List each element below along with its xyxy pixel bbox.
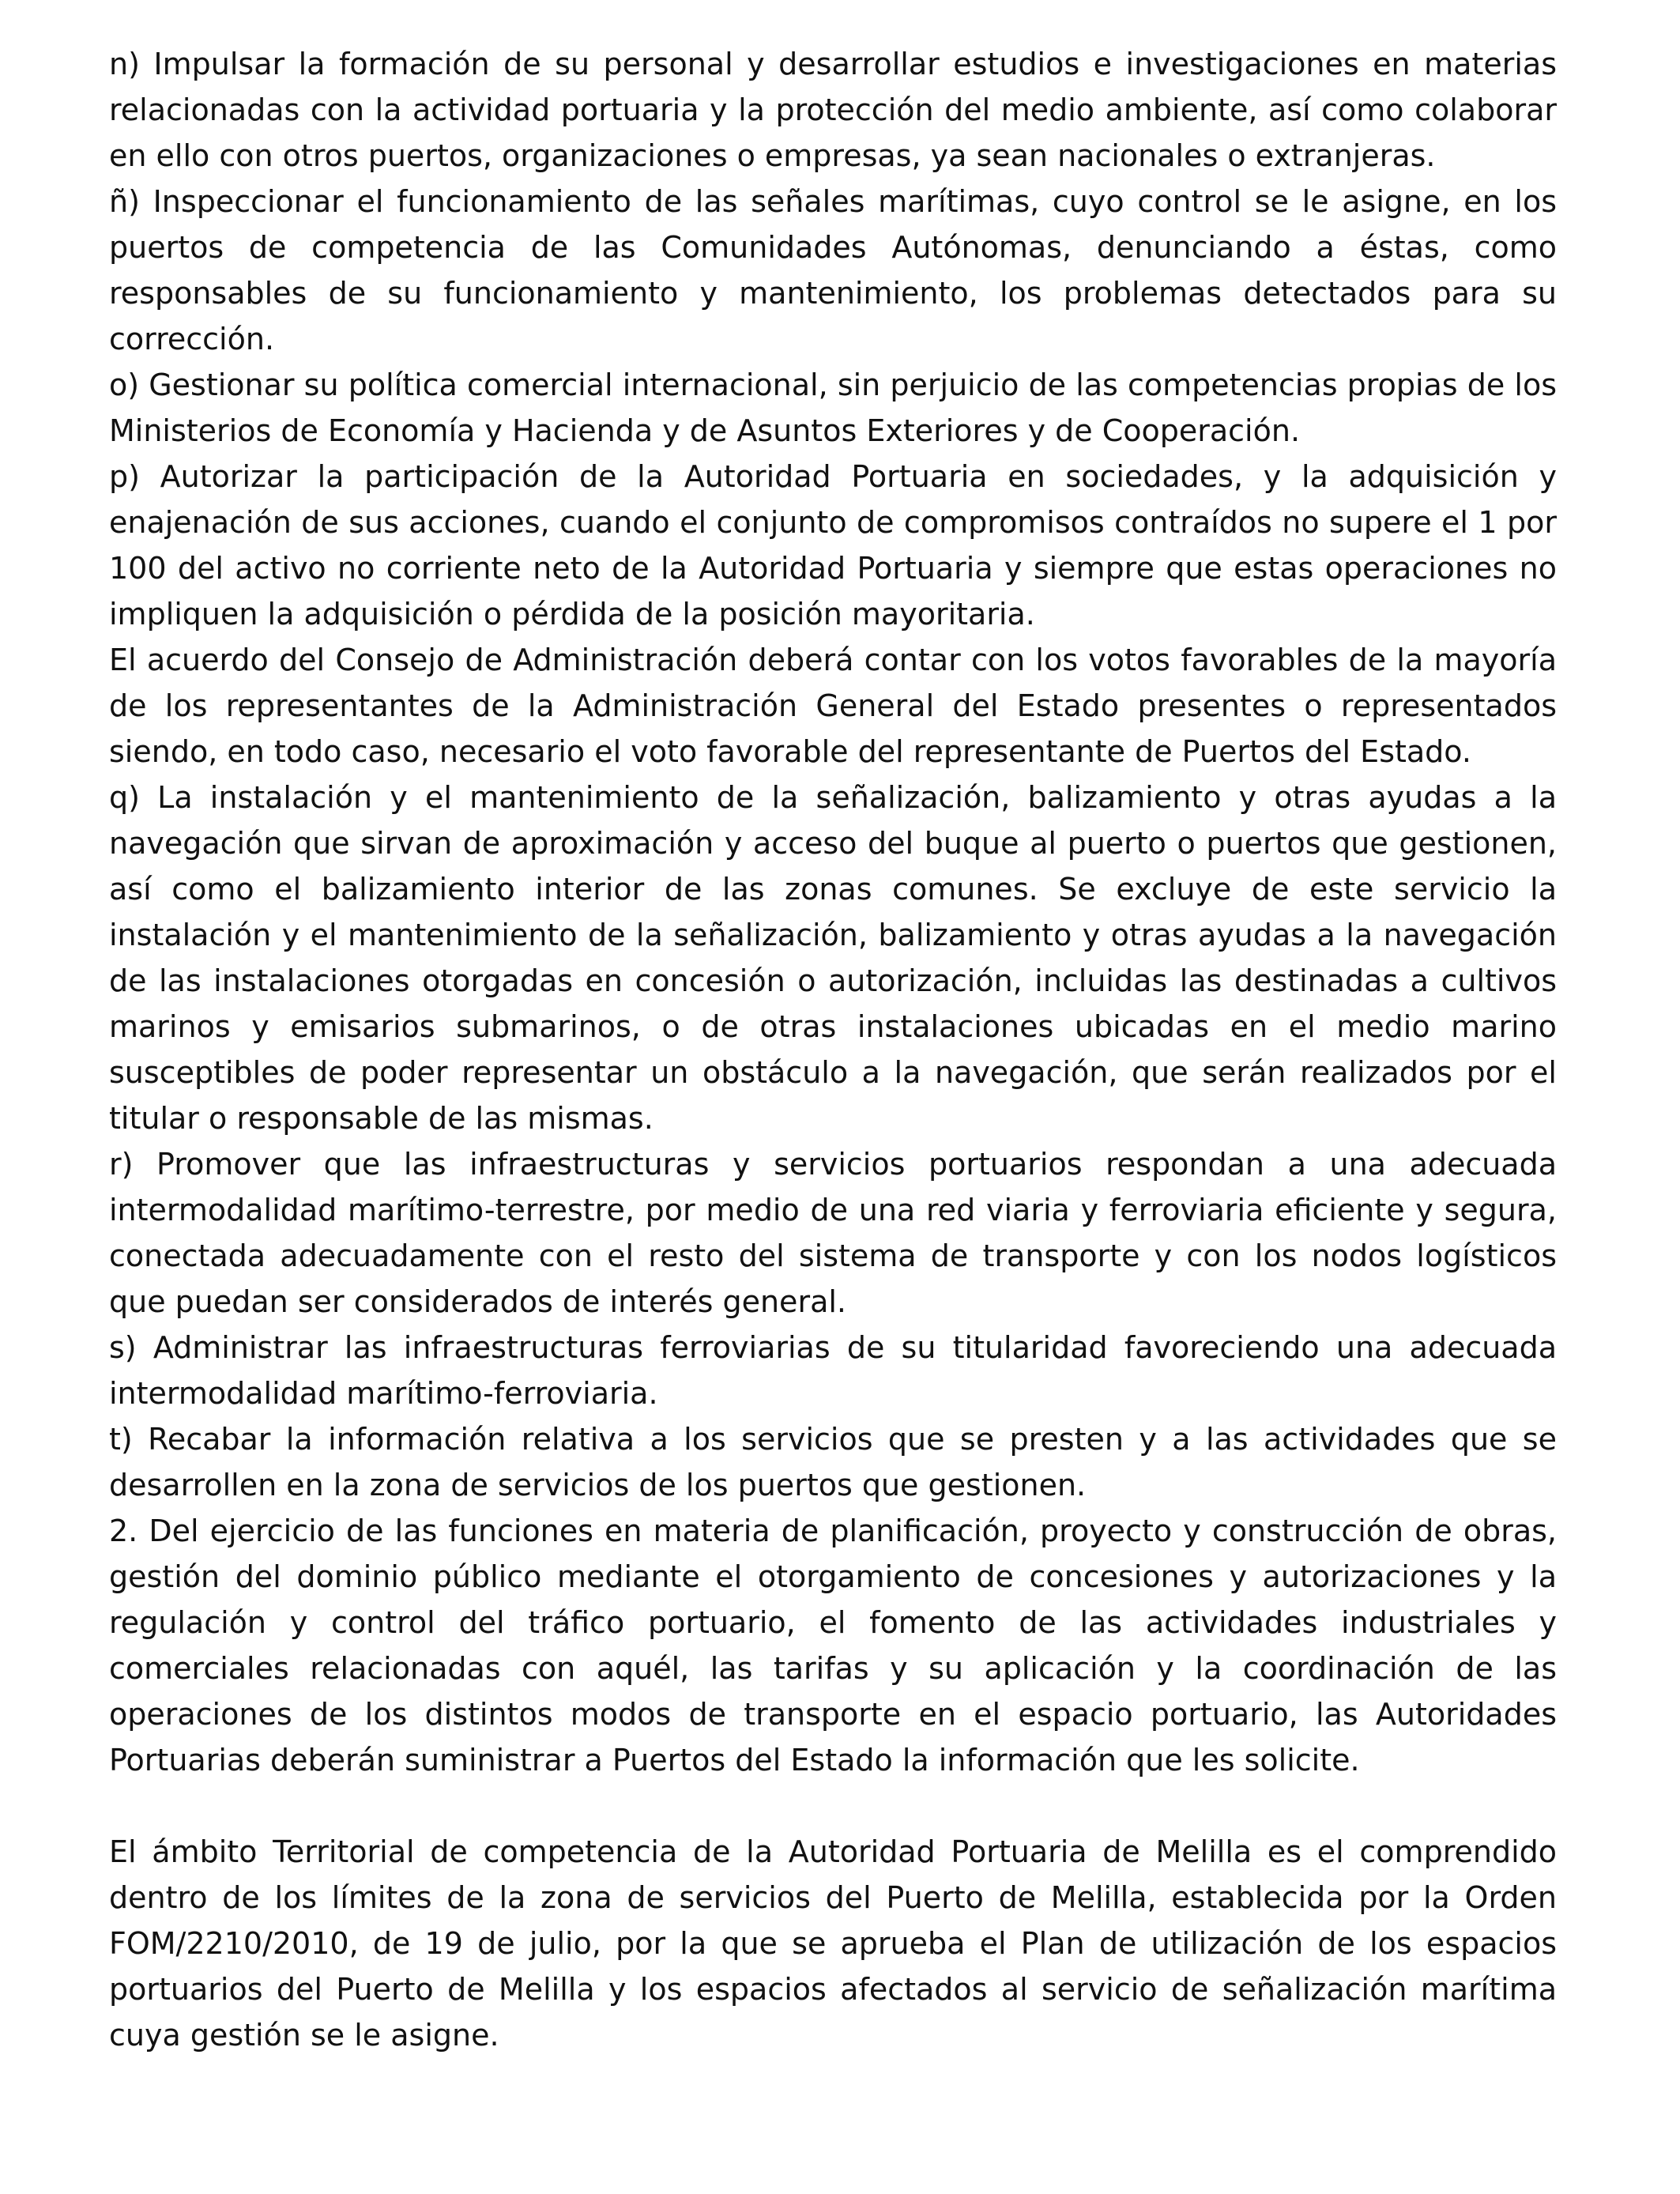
- paragraph-q: q) La instalación y el mantenimiento de la señalización, balizamiento y otras ayudas a la navegación que sirvan de aproximación y acceso del buque al puerto o puertos que gestionen, así como el balizamiento interior de las zonas comunes. Se excluye de este servicio la instalación y el mantenimiento de la señalización, balizamiento y otras ayudas a la navegación de las instalaciones otorgadas en concesión o autorización, incluidas las destinadas a cultivos marinos y emisarios submarinos, o de otras instalaciones ubicadas en el medio marino susceptibles de poder representar un obstáculo a la navegación, que serán realizados por el titular o responsable de las mismas.: [109, 780, 1557, 1136]
- paragraph-enie: ñ) Inspeccionar el funcionamiento de las señales marítimas, cuyo control se le asigne, en los puertos de competencia de las Comunidades Autónomas, denunciando a éstas, como responsables de su funcionamiento y mantenimiento, los problemas detectados para su corrección.: [109, 184, 1557, 356]
- paragraph-s: s) Administrar las infraestructuras ferroviarias de su titularidad favoreciendo una adecuada intermodalidad marítimo-ferroviaria.: [109, 1330, 1557, 1411]
- paragraph-ambito-territorial: El ámbito Territorial de competencia de la Autoridad Portuaria de Melilla es el comprendido dentro de los límites de la zona de servicios del Puerto de Melilla, establecida por la Orden FOM/2210/2010, de 19 de julio, por la que se aprueba el Plan de utilización de los espacios portuarios del Puerto de Melilla y los espacios afectados al servicio de señalización marítima cuya gestión se le asigne.: [109, 1834, 1557, 2053]
- paragraph-n: n) Impulsar la formación de su personal y desarrollar estudios e investigaciones en materias relacionadas con la actividad portuaria y la protección del medio ambiente, así como colaborar en ello con otros puertos, organizaciones o empresas, ya sean nacionales o extranjeras.: [109, 47, 1557, 173]
- paragraph-acuerdo-consejo: El acuerdo del Consejo de Administración deberá contar con los votos favorables de la mayoría de los representantes de la Administración General del Estado presentes o representados siendo, en todo caso, necesario el voto favorable del representante de Puertos del Estado.: [109, 643, 1557, 769]
- paragraph-2: 2. Del ejercicio de las funciones en materia de planificación, proyecto y construcción de obras, gestión del dominio público mediante el otorgamiento de concesiones y autorizaciones y la regulación y control del tráfico portuario, el fomento de las actividades industriales y comerciales relacionadas con aquél, las tarifas y su aplicación y la coordinación de las operaciones de los distintos modos de transporte en el espacio portuario, las Autoridades Portuarias deberán suministrar a Puertos del Estado la información que les solicite.: [109, 1514, 1557, 1777]
- paragraph-o: o) Gestionar su política comercial internacional, sin perjuicio de las competencias propias de los Ministerios de Economía y Hacienda y de Asuntos Exteriores y de Cooperación.: [109, 368, 1557, 448]
- paragraph-r: r) Promover que las infraestructuras y servicios portuarios respondan a una adecuada intermodalidad marítimo-terrestre, por medio de una red viaria y ferroviaria eficiente y segura, conectada adecuadamente con el resto del sistema de transporte y con los nodos logísticos que puedan ser considerados de interés general.: [109, 1147, 1557, 1319]
- paragraph-p: p) Autorizar la participación de la Autoridad Portuaria en sociedades, y la adquisición y enajenación de sus acciones, cuando el conjunto de compromisos contraídos no supere el 1 por 100 del activo no corriente neto de la Autoridad Portuaria y siempre que estas operaciones no impliquen la adquisición o pérdida de la posición mayoritaria.: [109, 459, 1557, 631]
- paragraph-t: t) Recabar la información relativa a los servicios que se presten y a las actividades que se desarrollen en la zona de servicios de los puertos que gestionen.: [109, 1422, 1557, 1502]
- document-body: [109, 41, 1557, 2058]
- paragraph-spacer: [109, 1783, 1557, 1829]
